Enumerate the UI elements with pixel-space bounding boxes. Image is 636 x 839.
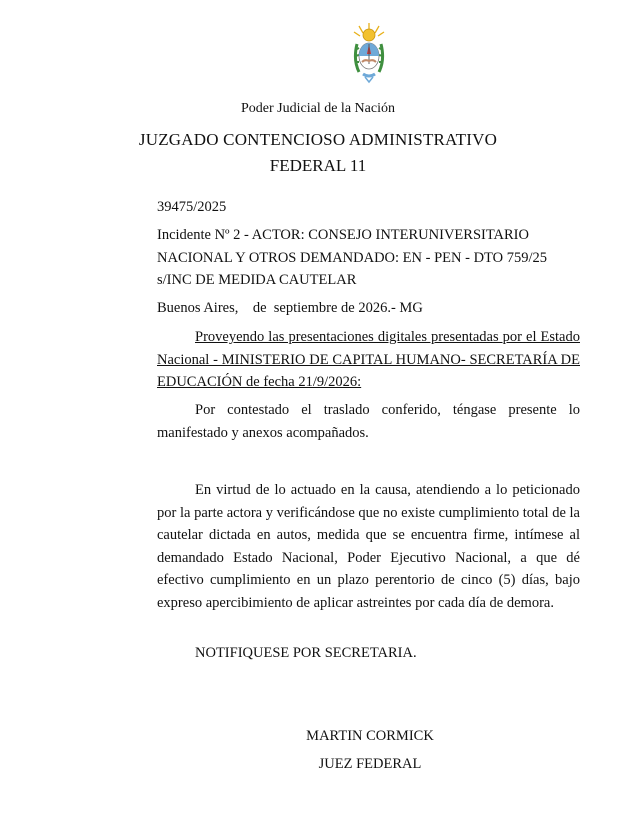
court-name-line-1: JUZGADO CONTENCIOSO ADMINISTRATIVO (138, 130, 498, 149)
paragraph-notifiquese: NOTIFIQUESE POR SECRETARIA. (195, 645, 417, 661)
issuer-name: Poder Judicial de la Nación (241, 101, 395, 116)
paragraph-intimacion: En virtud de lo actuado en la causa, atendiendo a lo peticionado por la parte actora y verificándose que no existe cumplimiento total de la cautelar dictada en autos, medida que se encuentra firme, intímese al demandado Estado Nacional, Poder Ejecutivo Nacional, a que dé efectivo cumplimiento en un plazo perentorio de cinco (5) días, bajo expreso apercibimiento de aplicar astreintes por cada día de demora. (157, 482, 580, 611)
case-title: Incidente Nº 2 - ACTOR: CONSEJO INTERUNIVERSITARIO NACIONAL Y OTROS DEMANDADO: EN - PEN - DTO 759/25 s/INC DE MEDIDA CAUTELAR (157, 227, 548, 288)
signer-name: MARTIN CORMICK (306, 728, 434, 744)
paragraph-contestado: Por contestado el traslado conferido, téngase presente lo manifestado y anexos acompañados. (157, 402, 580, 441)
court-name-line-2: FEDERAL 11 (269, 156, 367, 175)
national-coat-of-arms-icon (345, 22, 393, 86)
case-number: 39475/2025 (157, 199, 227, 215)
signer-position: JUEZ FEDERAL (318, 756, 422, 772)
paragraph-proveyendo: Proveyendo las presentaciones digitales presentadas por el Estado Nacional - MINISTERIO DE CAPITAL HUMANO- SECRETARÍA DE EDUCACIÓN de fecha 21/9/2026: (157, 329, 580, 390)
dateline: Buenos Aires, de septiembre de 2026.- MG (157, 300, 423, 316)
